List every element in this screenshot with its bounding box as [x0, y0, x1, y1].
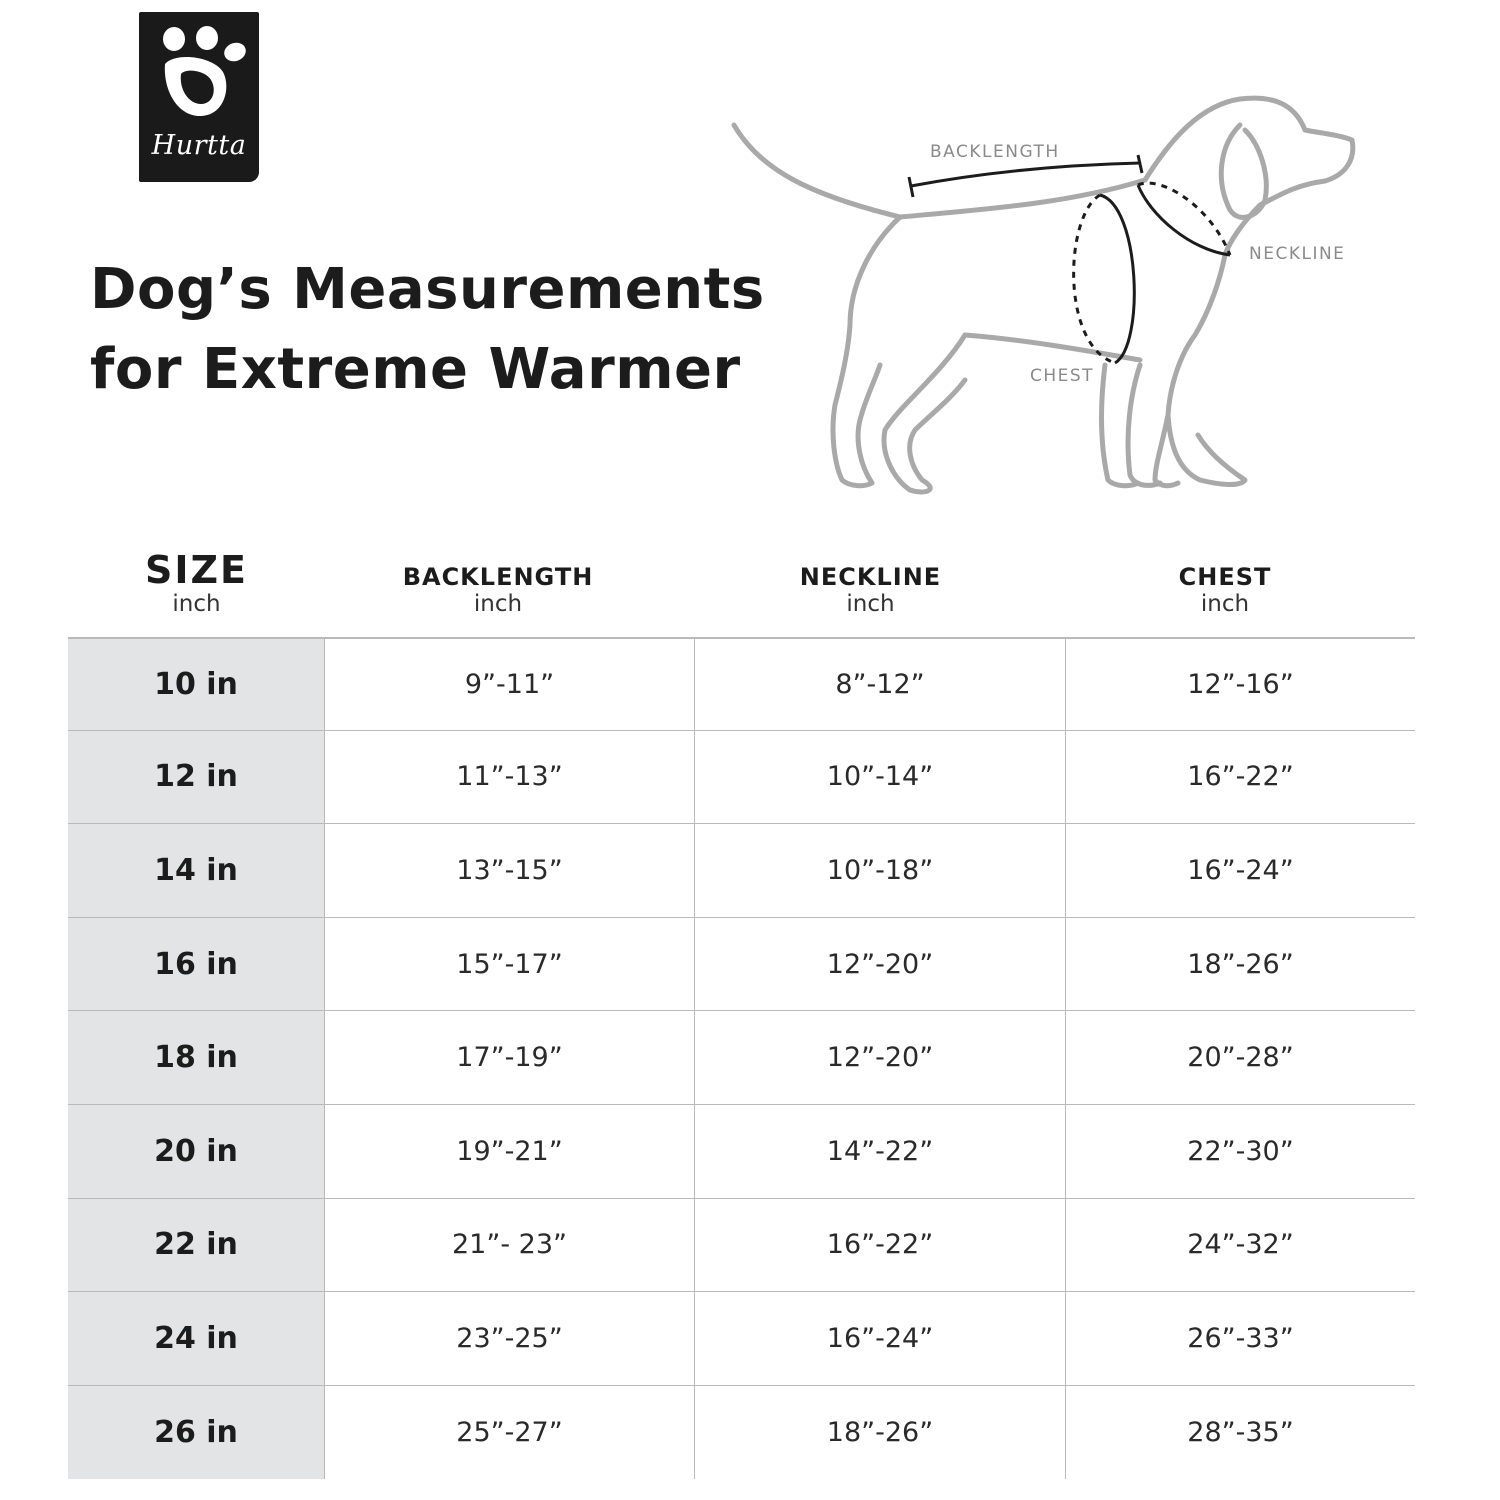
- chest-label: CHEST: [1030, 366, 1095, 386]
- table-row: [68, 1011, 1415, 1105]
- backlength-label: BACKLENGTH: [930, 142, 1060, 162]
- header-backlength-unit: inch: [473, 591, 523, 617]
- chest-cell: 26”-33”: [1187, 1322, 1294, 1354]
- header-neckline-label: NECKLINE: [799, 563, 942, 591]
- neckline-cell: 18”-26”: [695, 1386, 1066, 1480]
- neckline-cell: 10”-18”: [695, 824, 1066, 917]
- table-row: [68, 1292, 1415, 1386]
- chest-cell: 22”-30”: [1187, 1135, 1294, 1167]
- size-cell: 22 in: [68, 1199, 325, 1292]
- chest-cell: 28”-35”: [1187, 1417, 1294, 1449]
- table-row: [68, 918, 1415, 1012]
- size-cell: 24 in: [68, 1292, 325, 1385]
- neckline-cell: 12”-20”: [695, 918, 1066, 1011]
- chest-cell: 20”-28”: [1187, 1042, 1294, 1074]
- backlength-cell: 19”-21”: [325, 1105, 695, 1198]
- header-chest: [1066, 562, 1384, 616]
- size-cell: 26 in: [68, 1386, 325, 1480]
- chest-cell: 12”-16”: [1187, 668, 1294, 700]
- chest-marker: [1074, 195, 1135, 363]
- table-row: [68, 731, 1415, 825]
- size-table: [68, 637, 1415, 1479]
- header-neckline: [695, 562, 1046, 616]
- size-cell: 20 in: [68, 1105, 325, 1198]
- header-backlength: [325, 562, 671, 616]
- table-row: [68, 637, 1415, 731]
- brand-wordmark: Hurtta: [151, 130, 247, 161]
- size-cell: 10 in: [68, 639, 325, 730]
- page-title: [90, 250, 765, 410]
- chest-cell: 16”-24”: [1187, 854, 1294, 886]
- backlength-cell: 17”-19”: [325, 1011, 695, 1104]
- chest-cell: 18”-26”: [1187, 948, 1294, 980]
- header-chest-label: CHEST: [1178, 563, 1272, 591]
- title-line-1: Dog’s Measurements: [90, 257, 765, 322]
- size-cell: 12 in: [68, 731, 325, 824]
- neckline-cell: 10”-14”: [695, 731, 1066, 824]
- header-size: [68, 548, 325, 616]
- backlength-cell: 13”-15”: [325, 824, 695, 917]
- neckline-cell: 12”-20”: [695, 1011, 1066, 1104]
- table-row: [68, 1386, 1415, 1480]
- backlength-cell: 15”-17”: [325, 918, 695, 1011]
- neckline-cell: 16”-22”: [695, 1199, 1066, 1292]
- backlength-cell: 11”-13”: [325, 731, 695, 824]
- size-cell: 16 in: [68, 918, 325, 1011]
- header-backlength-label: BACKLENGTH: [402, 563, 594, 591]
- backlength-cell: 25”-27”: [325, 1386, 695, 1480]
- backlength-cell: 21”- 23”: [325, 1199, 695, 1292]
- neckline-cell: 8”-12”: [695, 639, 1066, 730]
- table-row: [68, 1105, 1415, 1199]
- header-neckline-unit: inch: [846, 591, 895, 617]
- backlength-cell: 23”-25”: [325, 1292, 695, 1385]
- backlength-cell: 9”-11”: [325, 639, 695, 730]
- chest-cell: 24”-32”: [1187, 1229, 1294, 1261]
- size-cell: 14 in: [68, 824, 325, 917]
- neckline-cell: 16”-24”: [695, 1292, 1066, 1385]
- title-line-2: for Extreme Warmer: [90, 337, 741, 402]
- neckline-label: NECKLINE: [1249, 244, 1346, 264]
- table-row: [68, 824, 1415, 918]
- brand-logo: [139, 12, 259, 182]
- chest-cell: 16”-22”: [1187, 761, 1294, 793]
- table-row: [68, 1199, 1415, 1293]
- neckline-marker: [1138, 183, 1230, 255]
- size-cell: 18 in: [68, 1011, 325, 1104]
- header-size-label: SIZE: [144, 548, 249, 592]
- header-chest-unit: inch: [1200, 591, 1250, 617]
- neckline-cell: 14”-22”: [695, 1105, 1066, 1198]
- header-size-unit: inch: [172, 591, 221, 617]
